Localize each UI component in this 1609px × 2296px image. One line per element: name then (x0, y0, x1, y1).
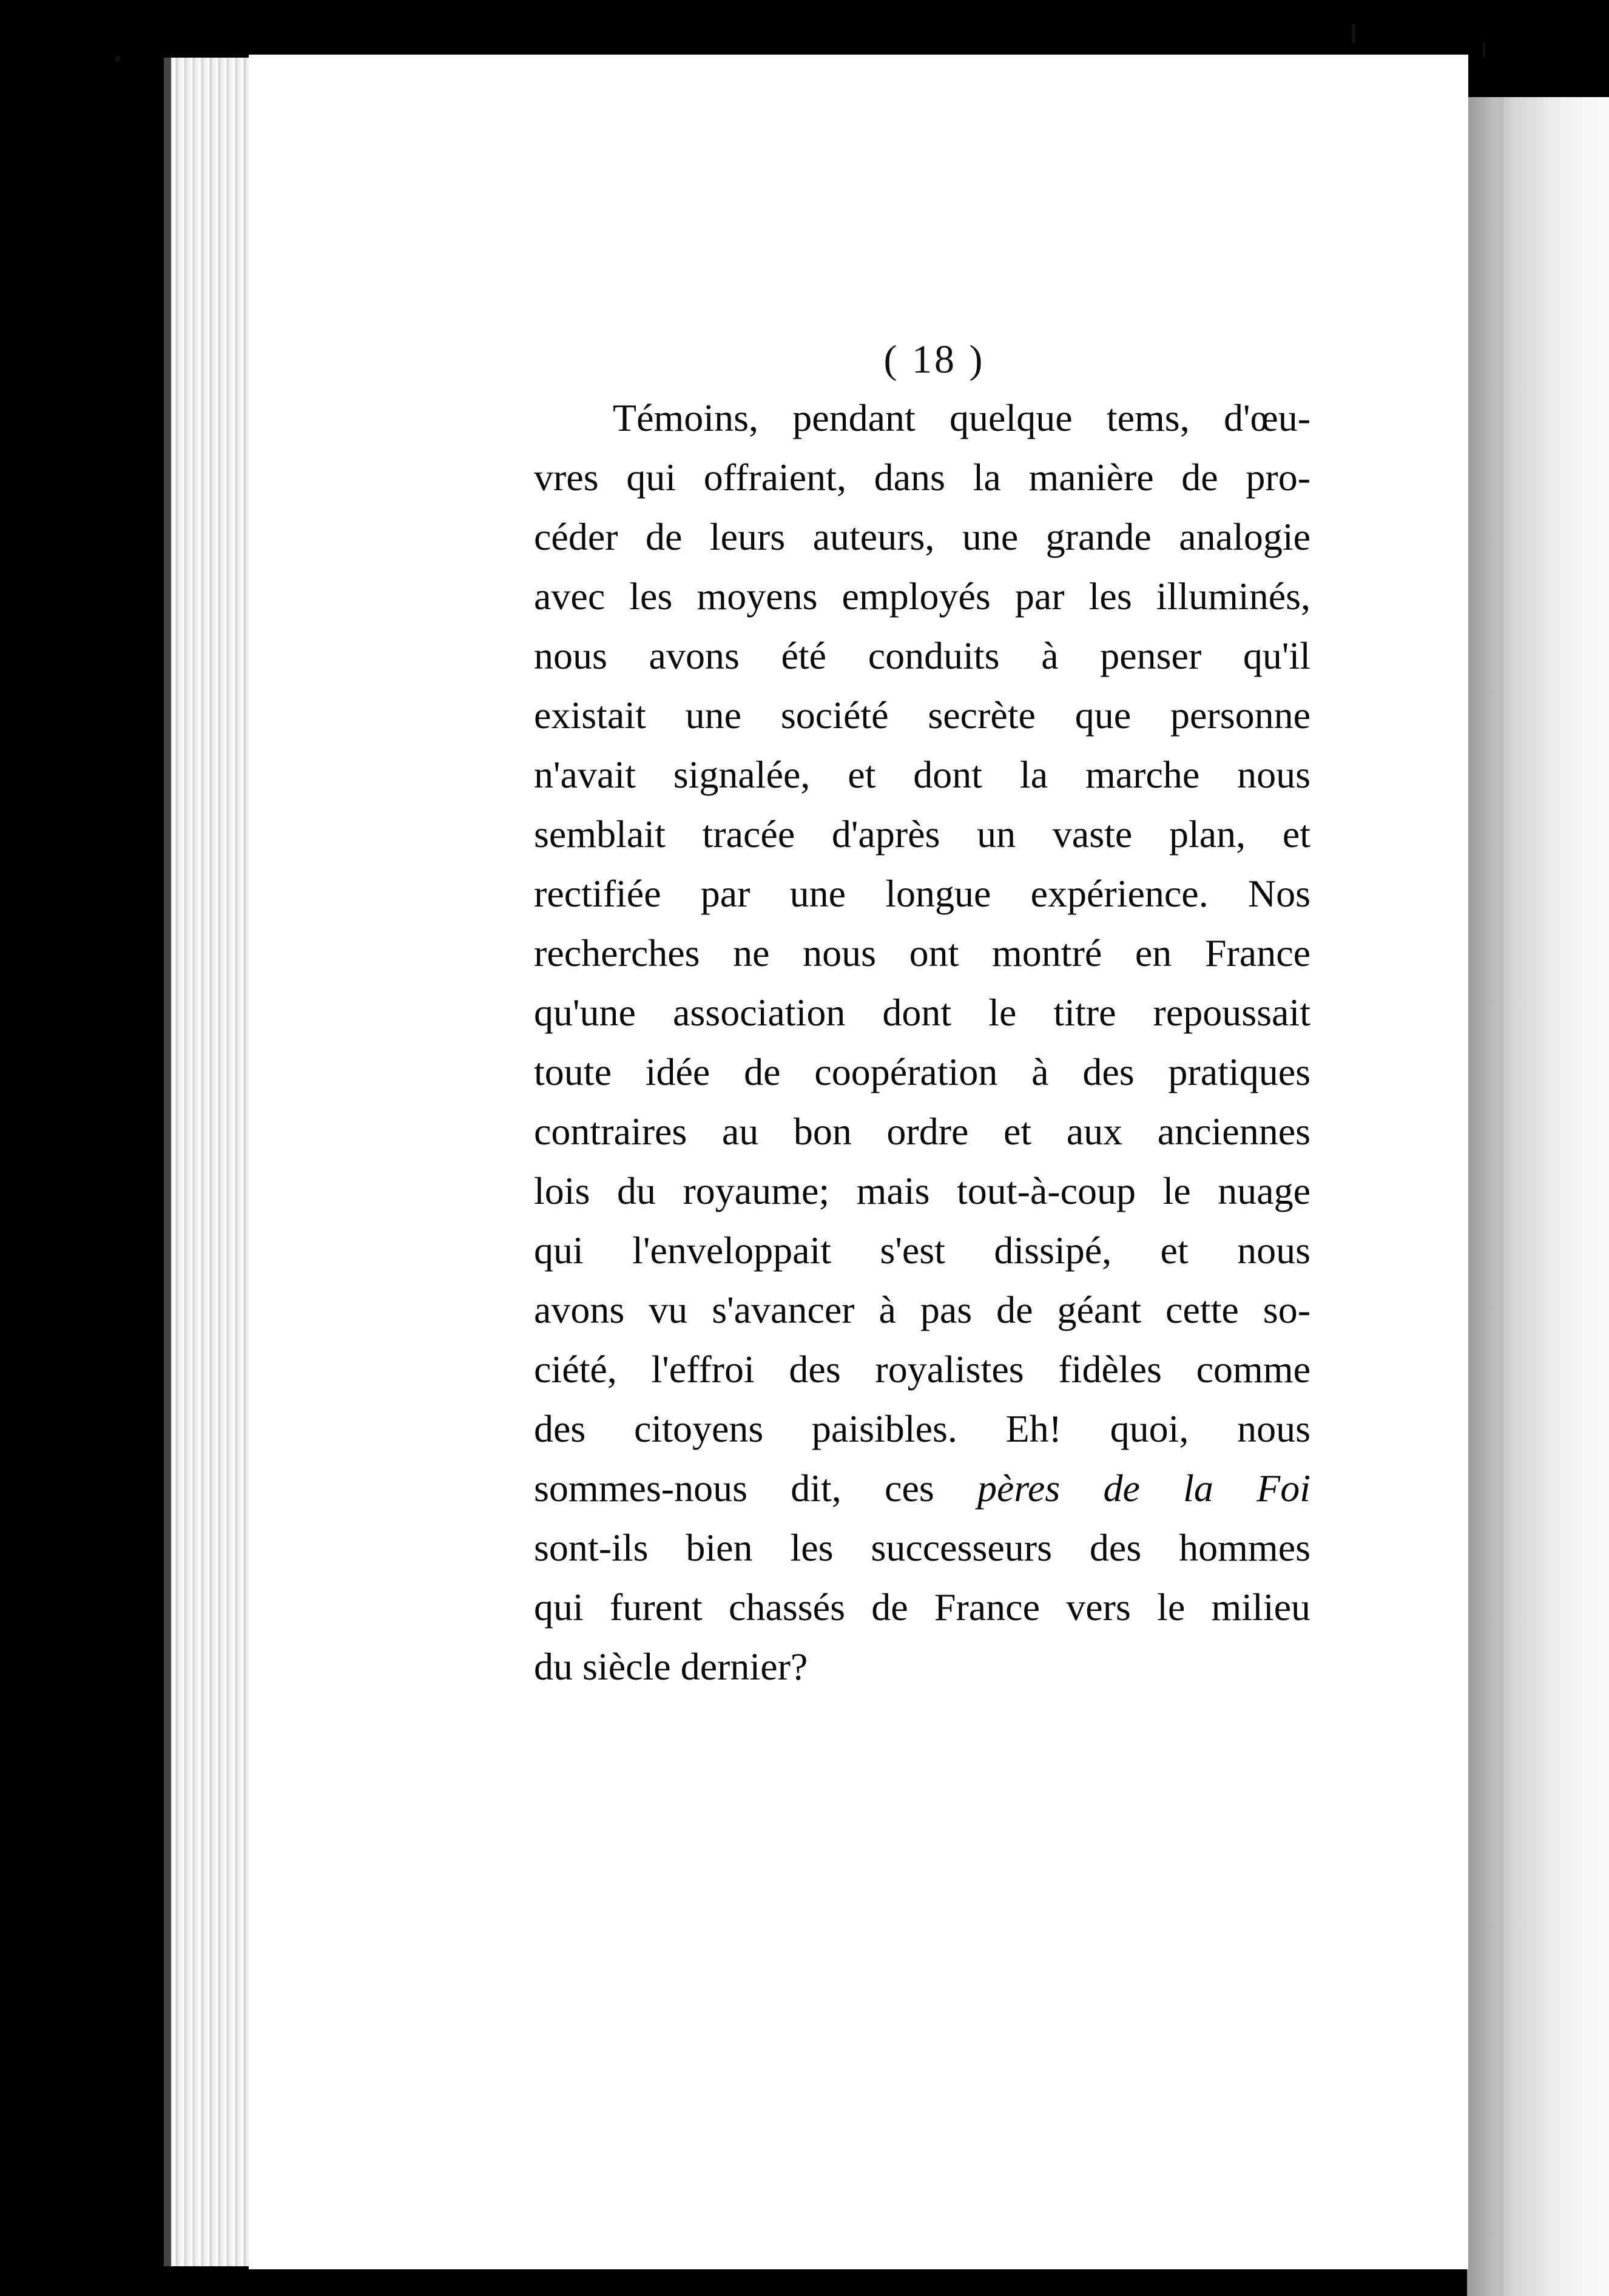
text-line: toute idée de coopération à des pratiques (534, 1050, 1310, 1093)
text-line: des citoyens paisibles. Eh! quoi, nous (534, 1407, 1310, 1450)
scan-speck (115, 56, 120, 62)
text-line: qui furent chassés de France vers le milieu (534, 1585, 1310, 1629)
text-line: n'avait signalée, et dont la marche nous (534, 753, 1310, 796)
scan-speck (1352, 24, 1355, 42)
text-line-last: du siècle dernier? (534, 1645, 808, 1688)
body-text (534, 388, 1310, 1697)
page-stack-edge (171, 58, 256, 2266)
text-line: Témoins, pendant quelque tems, d'œu- (613, 396, 1310, 439)
text-line: ciété, l'effroi des royalistes fidèles comme (534, 1348, 1310, 1391)
text-line-with-italic (534, 1459, 1310, 1518)
text-line: recherches ne nous ont montré en France (534, 931, 1310, 974)
text-line: semblait tracée d'après un vaste plan, et (534, 812, 1310, 856)
text-line: vres qui offraient, dans la manière de pro- (534, 456, 1310, 499)
text-line: avec les moyens employés par les illuminés, (534, 575, 1310, 618)
text-line: avons vu s'avancer à pas de géant cette so- (534, 1288, 1310, 1331)
text-line: nous avons été conduits à penser qu'il (534, 634, 1310, 677)
facing-page-edge (1467, 97, 1609, 2296)
italic-text-span: pères de la Foi (977, 1467, 1310, 1510)
page-number: ( 18 ) (883, 337, 985, 382)
text-line: sont-ils bien les successeurs des hommes (534, 1526, 1310, 1569)
text-line: qui l'enveloppait s'est dissipé, et nous (534, 1229, 1310, 1272)
text-span: sommes-nous dit, ces (534, 1467, 977, 1510)
scan-speck (1483, 42, 1485, 57)
text-line: qu'une association dont le titre repoussait (534, 991, 1310, 1034)
text-line: existait une société secrète que personne (534, 694, 1310, 737)
facing-page-fold (1499, 97, 1503, 2296)
text-line: céder de leurs auteurs, une grande analogie (534, 515, 1310, 558)
text-line: rectifiée par une longue expérience. Nos (534, 872, 1310, 915)
text-line: lois du royaume; mais tout-à-coup le nuage (534, 1169, 1310, 1212)
text-line: contraires au bon ordre et aux anciennes (534, 1110, 1310, 1153)
